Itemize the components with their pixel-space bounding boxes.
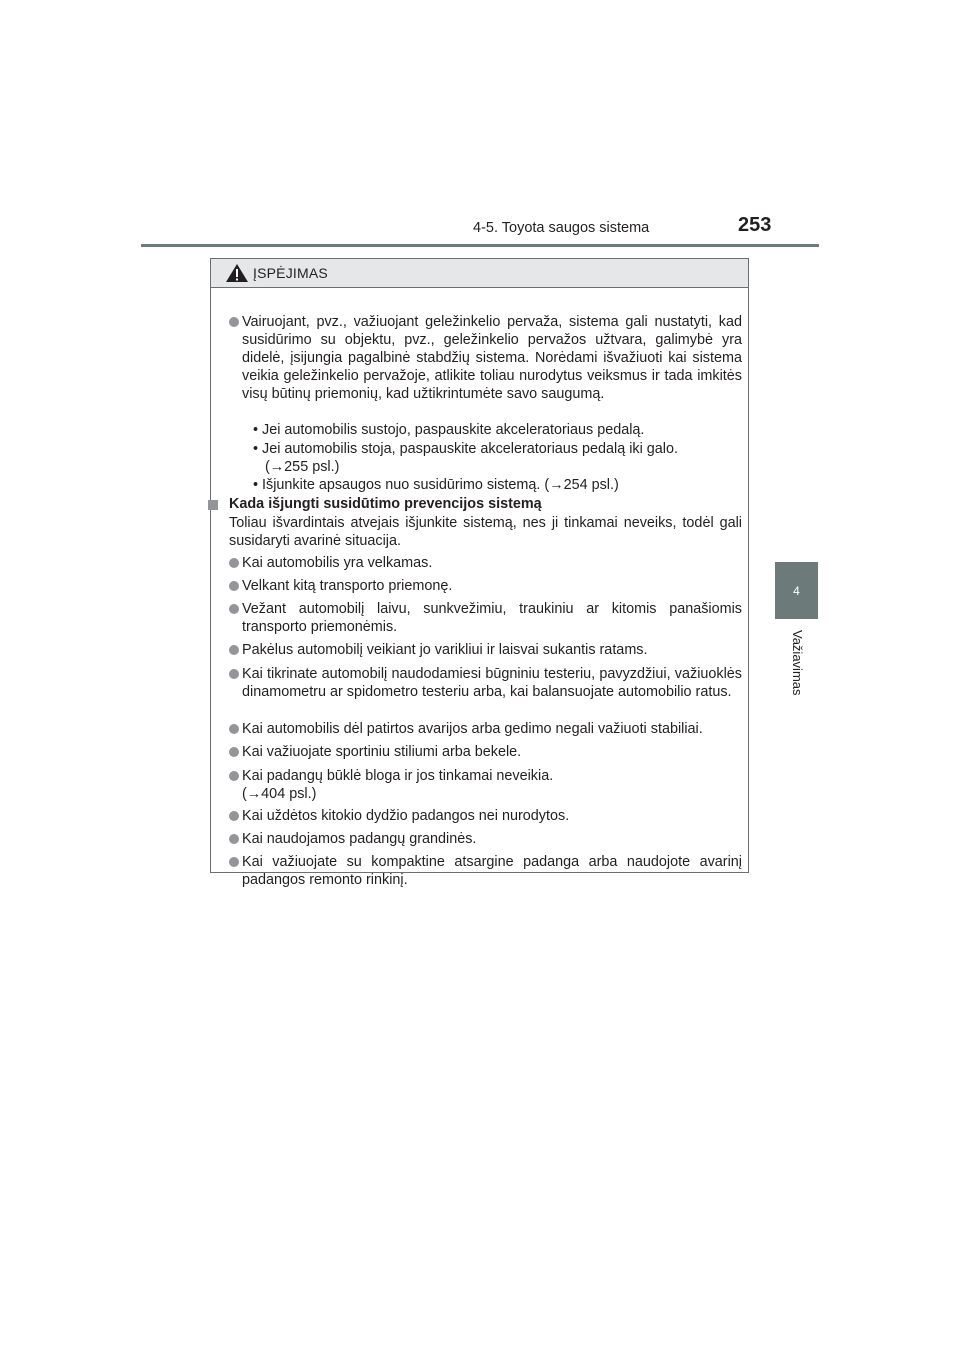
list-item: Kai automobilis dėl patirtos avarijos arba gedimo negali važiuoti stabiliai.: [229, 720, 742, 738]
chapter-tab: [775, 562, 818, 619]
list-item: Kai automobilis yra velkamas.: [229, 554, 742, 572]
list-item: Kai tikrinate automobilį naudodamiesi būgniniu testeriu, pavyzdžiui, važiuoklės dinamometru ar spidometro testeriu arba, kai balansuojate automobilio ratus.: [229, 665, 742, 701]
chapter-number: 4: [793, 583, 800, 598]
warning-triangle-icon: [225, 263, 249, 283]
bullet-dot-icon: [229, 669, 239, 679]
bullet-dot-icon: [229, 724, 239, 734]
sub-bullet: • Jei automobilis sustojo, paspauskite akceleratoriaus pedalą.: [253, 422, 645, 438]
list-item: Kai padangų būklė bloga ir jos tinkamai neveikia. (→404 psl.): [229, 767, 742, 803]
section-title: 4-5. Toyota saugos sistema: [473, 220, 650, 236]
sub-bullet-ref: (→255 psl.): [265, 459, 340, 475]
warning-title: ĮSPĖJIMAS: [253, 265, 328, 281]
bullet-dot-icon: [229, 834, 239, 844]
warning-box: [210, 258, 749, 888]
bullet-dot-icon: [229, 581, 239, 591]
bullet-dot-icon: [229, 771, 239, 781]
sub-bullet: • Jei automobilis stoja, paspauskite akceleratoriaus pedalą iki galo.: [253, 441, 679, 457]
bullet-dot-icon: [229, 645, 239, 655]
list-item: Pakėlus automobilį veikiant jo varikliui ir laisvai sukantis ratams.: [229, 641, 742, 659]
bullet-dot-icon: [229, 317, 239, 327]
header-rule: [141, 244, 819, 247]
section-text: Toliau išvardintais atvejais išjunkite sistemą, nes ji tinkamai neveiks, todėl gali susidaryti avarinė situacija.: [229, 515, 742, 549]
section-heading: Kada išjungti susidūtimo prevencijos sistemą: [229, 496, 542, 512]
bullet-dot-icon: [229, 747, 239, 757]
chapter-label: Važiavimas: [790, 630, 805, 696]
list-item: Velkant kitą transporto priemonę.: [229, 577, 742, 595]
bullet-dot-icon: [229, 604, 239, 614]
list-item: Kai važiuojate su kompaktine atsargine padanga arba naudojote avarinį padangos remonto rinkinį.: [229, 853, 742, 889]
section-square-icon: [208, 500, 218, 510]
sub-bullet: • Išjunkite apsaugos nuo susidūrimo sistemą. (→254 psl.): [253, 477, 619, 493]
list-item: Vežant automobilį laivu, sunkvežimiu, traukiniu ar kitomis panašiomis transporto priemonėmis.: [229, 600, 742, 636]
list-item: Vairuojant, pvz., važiuojant geležinkelio pervaža, sistema gali nustatyti, kad susidūrimo su objektu, pvz., geležinkelio pervažos užtvara, galimybė yra didelė, įsijungia pagalbinė stabdžių sistema. Norėdami išvažiuoti kai sistema veikia geležinkelio pervažoje, atlikite toliau nurodytus veiksmus ir tada imkitės visų būtinų priemonių, kad užtikrintumėte savo saugumą.: [229, 313, 742, 403]
list-item: Kai naudojamos padangų grandinės.: [229, 830, 742, 848]
warning-header: [211, 259, 748, 288]
bullet-dot-icon: [229, 857, 239, 867]
list-item: Kai uždėtos kitokio dydžio padangos nei nurodytos.: [229, 807, 742, 825]
bullet-dot-icon: [229, 811, 239, 821]
list-item: Kai važiuojate sportiniu stiliumi arba bekele.: [229, 743, 742, 761]
page-number: 253: [738, 214, 772, 236]
bullet-dot-icon: [229, 558, 239, 568]
